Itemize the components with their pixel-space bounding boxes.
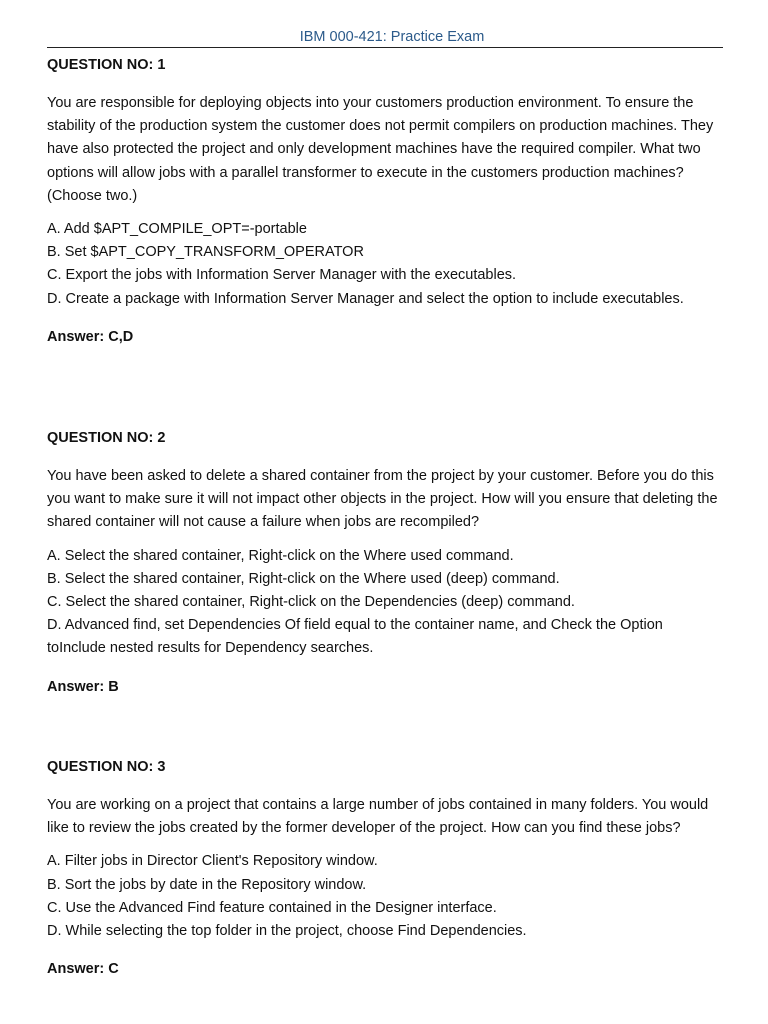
- page-header-title: IBM 000-421: Practice Exam: [299, 29, 485, 45]
- page-header: [47, 28, 723, 48]
- document-page: [47, 28, 723, 48]
- question-text: You have been asked to delete a shared container from the project by your customer. Before you do this you want to make sure it will not impact other objects in the project. How will you ensure that deleting the shared container will not cause a failure when jobs are recompiled?: [47, 468, 718, 531]
- question-title: QUESTION NO: 3: [47, 759, 166, 775]
- question-title: QUESTION NO: 1: [47, 57, 166, 73]
- option-c: C. Use the Advanced Find feature contained in the Designer interface.: [47, 899, 497, 916]
- answer-options: [47, 545, 723, 661]
- option-c: C. Export the jobs with Information Server Manager with the executables.: [47, 267, 517, 284]
- answer-line: Answer: C,D: [47, 328, 134, 345]
- option-b: B. Select the shared container, Right-click on the Where used (deep) command.: [47, 570, 560, 587]
- option-b: B. Set $APT_COPY_TRANSFORM_OPERATOR: [47, 244, 364, 261]
- question-1: [47, 56, 723, 346]
- option-b: B. Sort the jobs by date in the Repository window.: [47, 876, 367, 893]
- option-c: C. Select the shared container, Right-click on the Dependencies (deep) command.: [47, 594, 575, 611]
- option-a: A. Select the shared container, Right-click on the Where used command.: [47, 547, 514, 564]
- answer-options: [47, 218, 723, 311]
- question-text: You are responsible for deploying objects into your customers production environment. To ensure the stability of the production system the customer does not permit compilers on production machines. They have also protected the project and only development machines have the required compiler. What two options will allow jobs with a parallel transformer to execute in the customers production machines? (Choose two.): [47, 95, 714, 204]
- answer-line: Answer: B: [47, 678, 119, 695]
- answer-line: Answer: C: [47, 961, 119, 978]
- question-3: [47, 758, 723, 978]
- option-a: A. Filter jobs in Director Client's Repository window.: [47, 853, 378, 870]
- answer-options: [47, 850, 723, 943]
- question-2: [47, 429, 723, 696]
- option-d: D. Create a package with Information Server Manager and select the option to include executables.: [47, 290, 684, 307]
- option-d: D. Advanced find, set Dependencies Of field equal to the container name, and Check the Option toInclude nested results for Dependency searches.: [47, 617, 663, 657]
- question-text: You are working on a project that contains a large number of jobs contained in many folders. You would like to review the jobs created by the former developer of the project. How can you find these jobs?: [47, 797, 709, 837]
- option-a: A. Add $APT_COMPILE_OPT=-portable: [47, 221, 307, 238]
- option-d: D. While selecting the top folder in the project, choose Find Dependencies.: [47, 923, 527, 940]
- question-title: QUESTION NO: 2: [47, 430, 166, 446]
